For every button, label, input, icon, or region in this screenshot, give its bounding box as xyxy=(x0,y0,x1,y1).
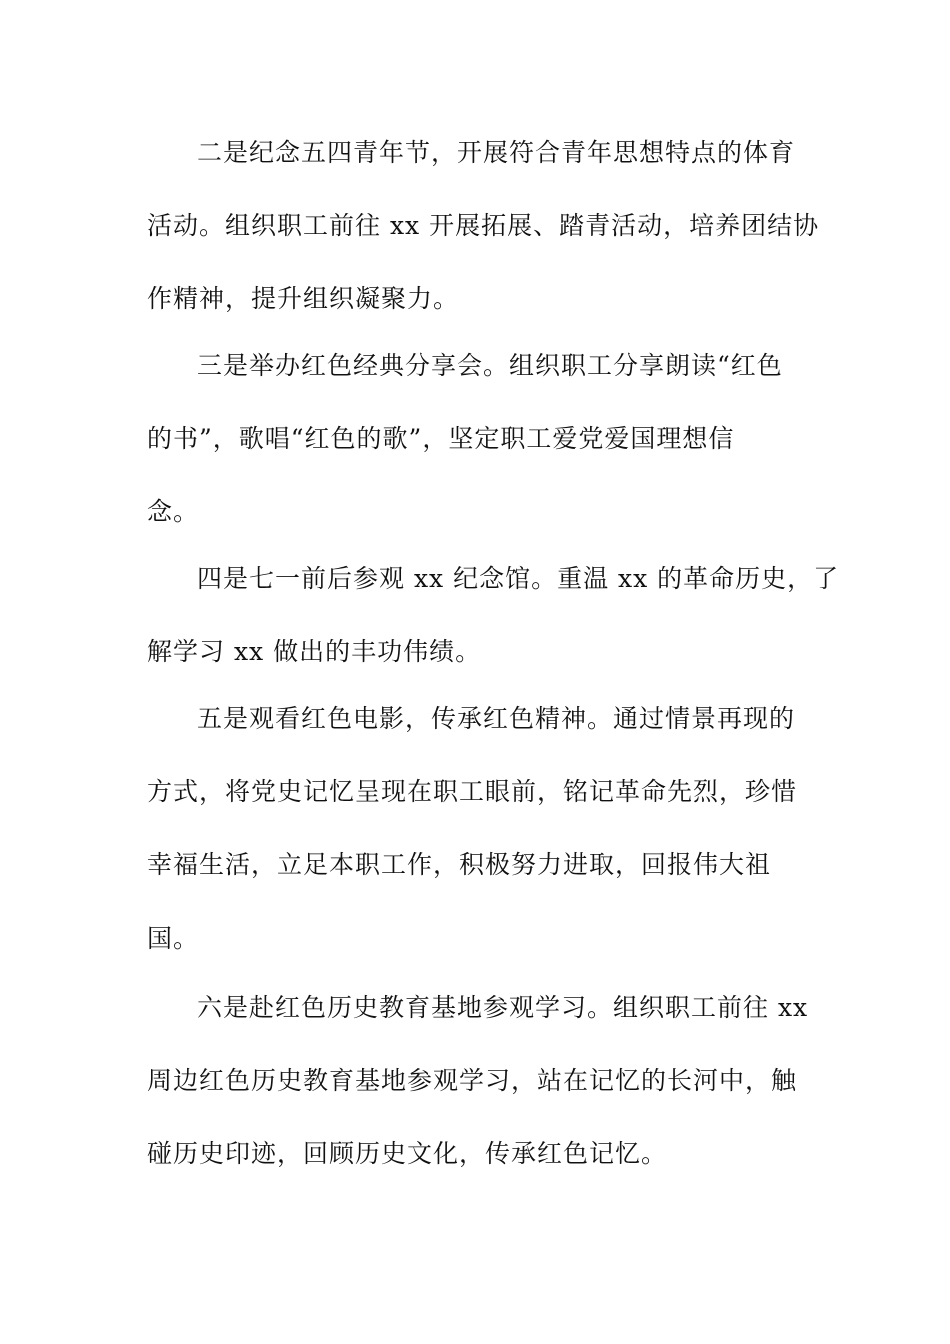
paragraph-line: 五是观看红色电影，传承红色精神。通过情景再现的 xyxy=(197,704,796,733)
paragraph-line: 六是赴红色历史教育基地参观学习。组织职工前往 xx xyxy=(197,993,809,1022)
paragraph-line: 四是七一前后参观 xx 纪念馆。重温 xx 的革命历史，了 xyxy=(197,564,840,593)
paragraph-line: 国。 xyxy=(147,924,200,953)
paragraph-line: 幸福生活，立足本职工作，积极努力进取，回报伟大祖 xyxy=(147,850,772,879)
paragraph-line: 念。 xyxy=(147,497,200,526)
paragraph-line: 二是纪念五四青年节，开展符合青年思想特点的体育 xyxy=(197,138,796,167)
paragraph-line: 周边红色历史教育基地参观学习，站在记忆的长河中，触 xyxy=(147,1066,798,1095)
paragraph-line: 解学习 xx 做出的丰功伟绩。 xyxy=(147,637,482,666)
paragraph-line: 三是举办红色经典分享会。组织职工分享朗读“红色 xyxy=(197,351,783,380)
paragraph-line: 的书”，歌唱“红色的歌”，坚定职工爱党爱国理想信 xyxy=(147,424,735,453)
paragraph-line: 方式，将党史记忆呈现在职工眼前，铭记革命先烈，珍惜 xyxy=(147,777,798,806)
paragraph-line: 作精神，提升组织凝聚力。 xyxy=(147,284,460,313)
paragraph-line: 活动。组织职工前往 xx 开展拓展、踏青活动，培养团结协 xyxy=(147,211,820,240)
paragraph-line: 碰历史印迹，回顾历史文化，传承红色记忆。 xyxy=(147,1139,668,1168)
